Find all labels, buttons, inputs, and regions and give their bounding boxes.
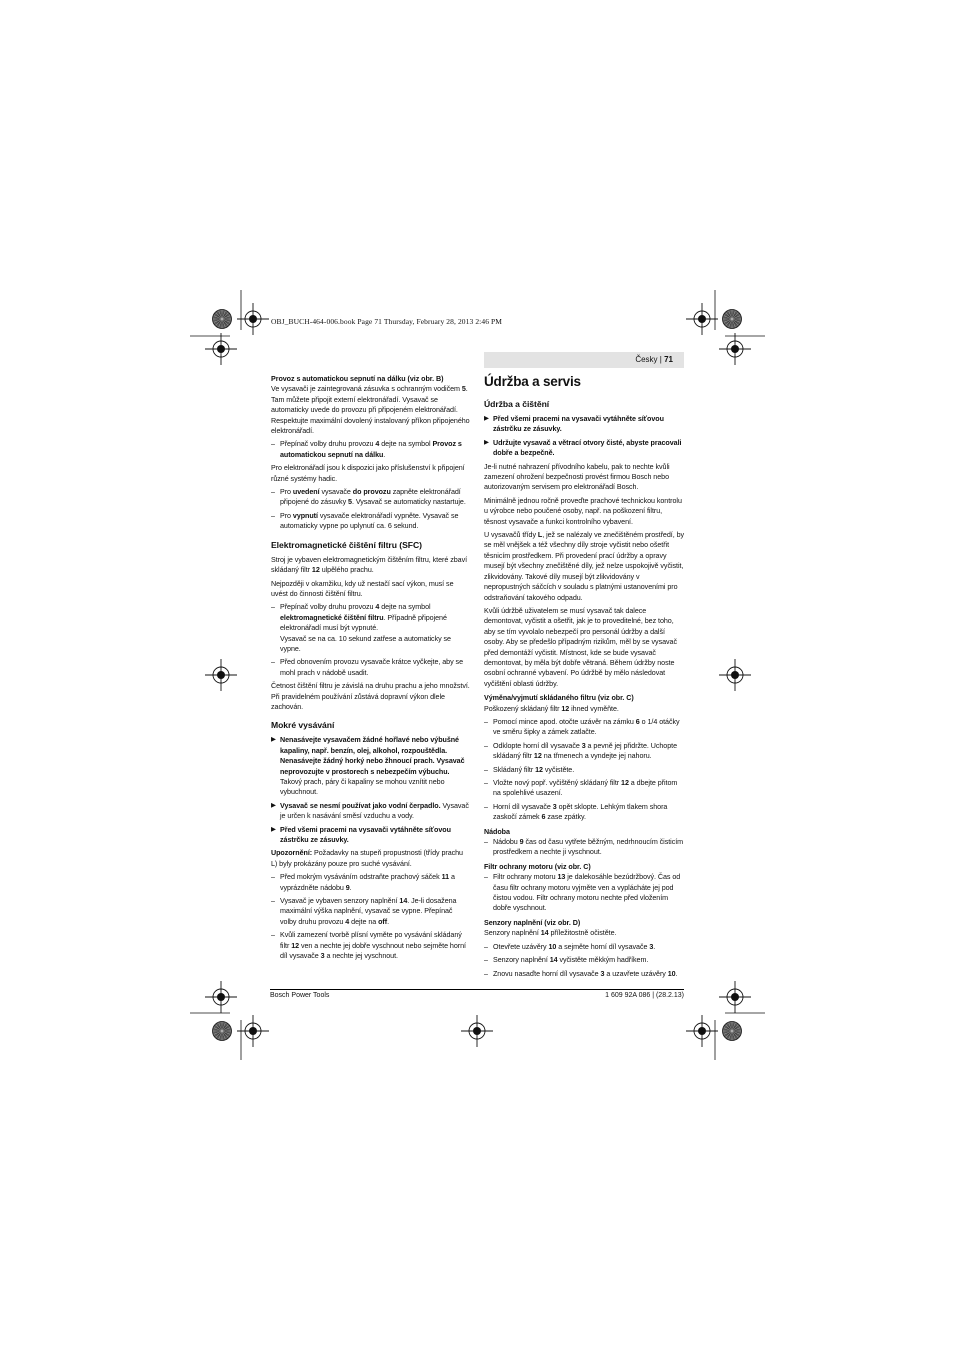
arrow-icon: ▶	[271, 825, 276, 833]
language-label: Česky	[635, 355, 658, 364]
paragraph: U vysavačů třídy L, jež se nalézaly ve znečištěném prostředí, by se měl vnějšek a též všechny díly stroje vyčistit nebo ošetřit těsnicím prostředkem. Při provedení prací údržby a opravy musejí být všechny znečištěné díly, jež nelze uspokojivě vyčistit, zlikvidovány. Takové díly musejí být zlikvidovány v nepropustných sáčcích v souladu s platnými ustanoveními pro odstraňování takového odpadu.	[484, 531, 685, 602]
list-item: – Vložte nový popř. vyčištěný skládaný filtr 12 a dbejte přitom na spolehlivé usazení.	[484, 779, 678, 798]
remote-title: Provoz s automatickou sepnutí na dálku (viz obr. B)	[271, 375, 444, 383]
sfc-paragraph-1: Stroj je vybaven elektromagnetickým čištěním filtru, které zbaví skládaný filtr 12 ulpělého prachu.	[271, 555, 468, 575]
paragraph: Poškozený skládaný filtr 12 ihned vyměňte.	[484, 704, 619, 713]
clean-title: Údržba a čištění	[484, 399, 550, 409]
list-item: – Znovu nasaďte horní díl vysavače 3 a uzavřete uzávěry 10.	[484, 969, 678, 978]
page-header: Česky | 71	[635, 355, 673, 364]
motor-title: Filtr ochrany motoru (viz obr. C)	[484, 862, 591, 871]
bowl-title: Nádoba	[484, 827, 510, 836]
sfc-paragraph-2: Nejpozději v okamžiku, kdy už nestačí sací výkon, musí se uvést do činnosti čištění filtru.	[271, 579, 454, 598]
list-item: – Pomocí mince apod. otočte uzávěr na zámku 6 o 1/4 otáčky ve směru šipky a zámek zatlačte.	[484, 717, 680, 737]
list-item: – Kvůli zamezení tvorbě plísní vyměte po vysávání skládaný filtr 12 ven a nechte jej dobře vyschnout nebo sejměte horní díl vysavače 3 a nechte jej vyschnout.	[271, 931, 466, 961]
arrow-icon: ▶	[271, 801, 276, 809]
list-item: – Otevřete uzávěry 10 a sejměte horní díl vysavače 3.	[484, 942, 656, 951]
arrow-icon: ▶	[484, 438, 489, 446]
print-slug: OBJ_BUCH-464-006.book Page 71 Thursday, February 28, 2013 2:46 PM	[271, 317, 503, 326]
list-item: – Nádobu 9 čas od času vytřete běžným, nedrhnoucím čisticím prostředkem a nechte ji vyschnout.	[484, 838, 684, 857]
arrow-icon: ▶	[271, 736, 276, 744]
sensor-title: Senzory naplnění (viz obr. D)	[484, 918, 581, 927]
warning-item: ▶ Před všemi pracemi na vysavači vytáhněte síťovou zástrčku ze zásuvky.	[271, 825, 451, 845]
footer-rule	[270, 989, 684, 990]
list-item: – Pro uvedení vysavače do provozu zapněte elektronářadí připojené do zásuvky 5. Vysavač se automaticky nastartuje.	[271, 488, 466, 507]
paragraph: Kvůli údržbě uživatelem se musí vysavač tak dalece demontovat, vyčistit a ošetřit, jak je to proveditelné, bez toho, aby se tím vyvolalo nebezpečí pro personál údržby a další osoby. Aby se předešlo případným rizikům, měl by se vysavač před demontáží vyčistit. Místnost, kde se bude vysavač demontovat, by měla být dobře větraná. Během údržby noste osobní ochranné vybavení. Po údržbě by mělo následovat vyčištění oblasti údržby.	[484, 606, 677, 688]
filter-title: Výměna/vyjmutí skládaného filtru (viz obr. C)	[484, 694, 634, 703]
warning-item: ▶ Vysavač se nesmí používat jako vodní čerpadlo. Vysavač je určen k nasávání směsí vzduchu a vody.	[271, 801, 469, 821]
paragraph: Senzory naplnění 14 příležitostně očistěte.	[484, 929, 617, 938]
footer-left: Bosch Power Tools	[270, 992, 330, 999]
list-item: – Skládaný filtr 12 vyčistěte.	[484, 765, 575, 774]
remote-paragraph-1: Ve vysavači je zaintegrovaná zásuvka s ochranným vodičem 5. Tam můžete připojit externí elektronářadí. Vysavač se automaticky uvede do provozu při připojeném elektronářadí. Respektujte maximální dovolený instalovaný příkon připojeného elektronářadí.	[271, 385, 470, 436]
arrow-icon: ▶	[484, 415, 489, 422]
list-item: – Horní díl vysavače 3 opět sklopte. Lehkým tlakem shora zaskočí zámek 6 zase zpátky.	[484, 802, 668, 822]
warning-item: ▶ Před všemi pracemi na vysavači vytáhněte síťovou zástrčku ze zásuvky.	[484, 415, 664, 434]
list-item: – Odklopte horní díl vysavače 3 a pevně jej přidržte. Uchopte skládaný filtr 12 na třmenech a vyndejte jej nahoru.	[484, 741, 678, 761]
right-column	[484, 374, 684, 982]
list-item: – Přepínač volby druhu provozu 4 dejte na symbol Provoz s automatickou sepnutí na dálku.	[271, 440, 462, 459]
wet-note: Upozornění: Požadavky na stupeň propustnosti (třídy prachu L) byly prokázány pouze pro suché vysávání.	[271, 849, 463, 868]
paragraph: Minimálně jednou ročně proveďte prachové technickou kontrolu u výrobce nebo poučené osoby, např. na poškození filtru, těsnost vysavače a funkci kontrolního vybavení.	[484, 496, 682, 526]
list-item: – Pro vypnutí vysavače elektronářadí vypněte. Vysavač se automaticky vypne po uplynutí ca. 6 sekund.	[271, 511, 459, 531]
left-column	[271, 374, 470, 965]
list-item: – Senzory naplnění 14 vyčistěte měkkým hadříkem.	[484, 956, 649, 965]
warning-item: ▶ Udržujte vysavač a větrací otvory čisté, abyste pracovali dobře a bezpečně.	[484, 438, 682, 458]
list-item: – Přepínač volby druhu provozu 4 dejte na symbol elektromagnetické čištění filtru. Případně připojené elektronářadí musí být vypnuté. Vysavač se na ca. 10 sekund zatřese a automaticky se vypne.	[271, 603, 451, 653]
list-item: – Filtr ochrany motoru 13 je dalekosáhle bezúdržbový. Čas od času filtr ochrany motoru vyjměte ven a vyplácháte jej pod čistou vodou. Filtr ochrany motoru nechte před vložením dobře vyschnout.	[484, 873, 681, 913]
wet-title: Mokré vysávání	[271, 720, 335, 731]
warning-item: ▶ Nenasávejte vysavačem žádné hořlavé nebo výbušné kapaliny, např. benzín, olej, alkohol, rozpouštědla. Nenasávejte žádný horký nebo žhnoucí prach. Vysavač neprovozujte v prostorech s nebezpečím výbuchu. Takový prach, páry či kapaliny se mohou vznítit nebo vybuchnout.	[271, 736, 465, 797]
footer-right: 1 609 92A 086 | (28.2.13)	[605, 992, 684, 999]
main-title: Údržba a servis	[484, 374, 581, 389]
list-item: – Vysavač je vybaven senzory naplnění 14. Je-li dosažena maximální výška naplnění, vysavač se vypne. Přepínač volby druhu provozu 4 dejte na off.	[271, 897, 457, 926]
paragraph: Je-li nutné nahrazení přívodního kabelu, pak to nechte kvůli zamezení ohrožení bezpečnosti provést firmou Bosch nebo autorizovaným servisem pro elektronářadí Bosch.	[484, 462, 670, 492]
list-item: – Před mokrým vysáváním odstraňte prachový sáček 11 a vyprázdněte nádobu 9.	[271, 873, 455, 892]
page-number: 71	[664, 355, 673, 364]
sfc-title: Elektromagnetické čištění filtru (SFC)	[271, 539, 422, 550]
remote-paragraph-2: Pro elektronářadí jsou k dispozici jako příslušenství k připojení různé systémy hadic.	[271, 464, 465, 483]
list-item: – Před obnovením provozu vysavače krátce vyčkejte, aby se mohl prach v nádobě usadit.	[271, 658, 463, 677]
sfc-paragraph-3: Četnost čištění filtru je závislá na druhu prachu a jeho množství. Při pravidelném používání zůstává dopravní výkon dlele zachován.	[271, 682, 470, 711]
